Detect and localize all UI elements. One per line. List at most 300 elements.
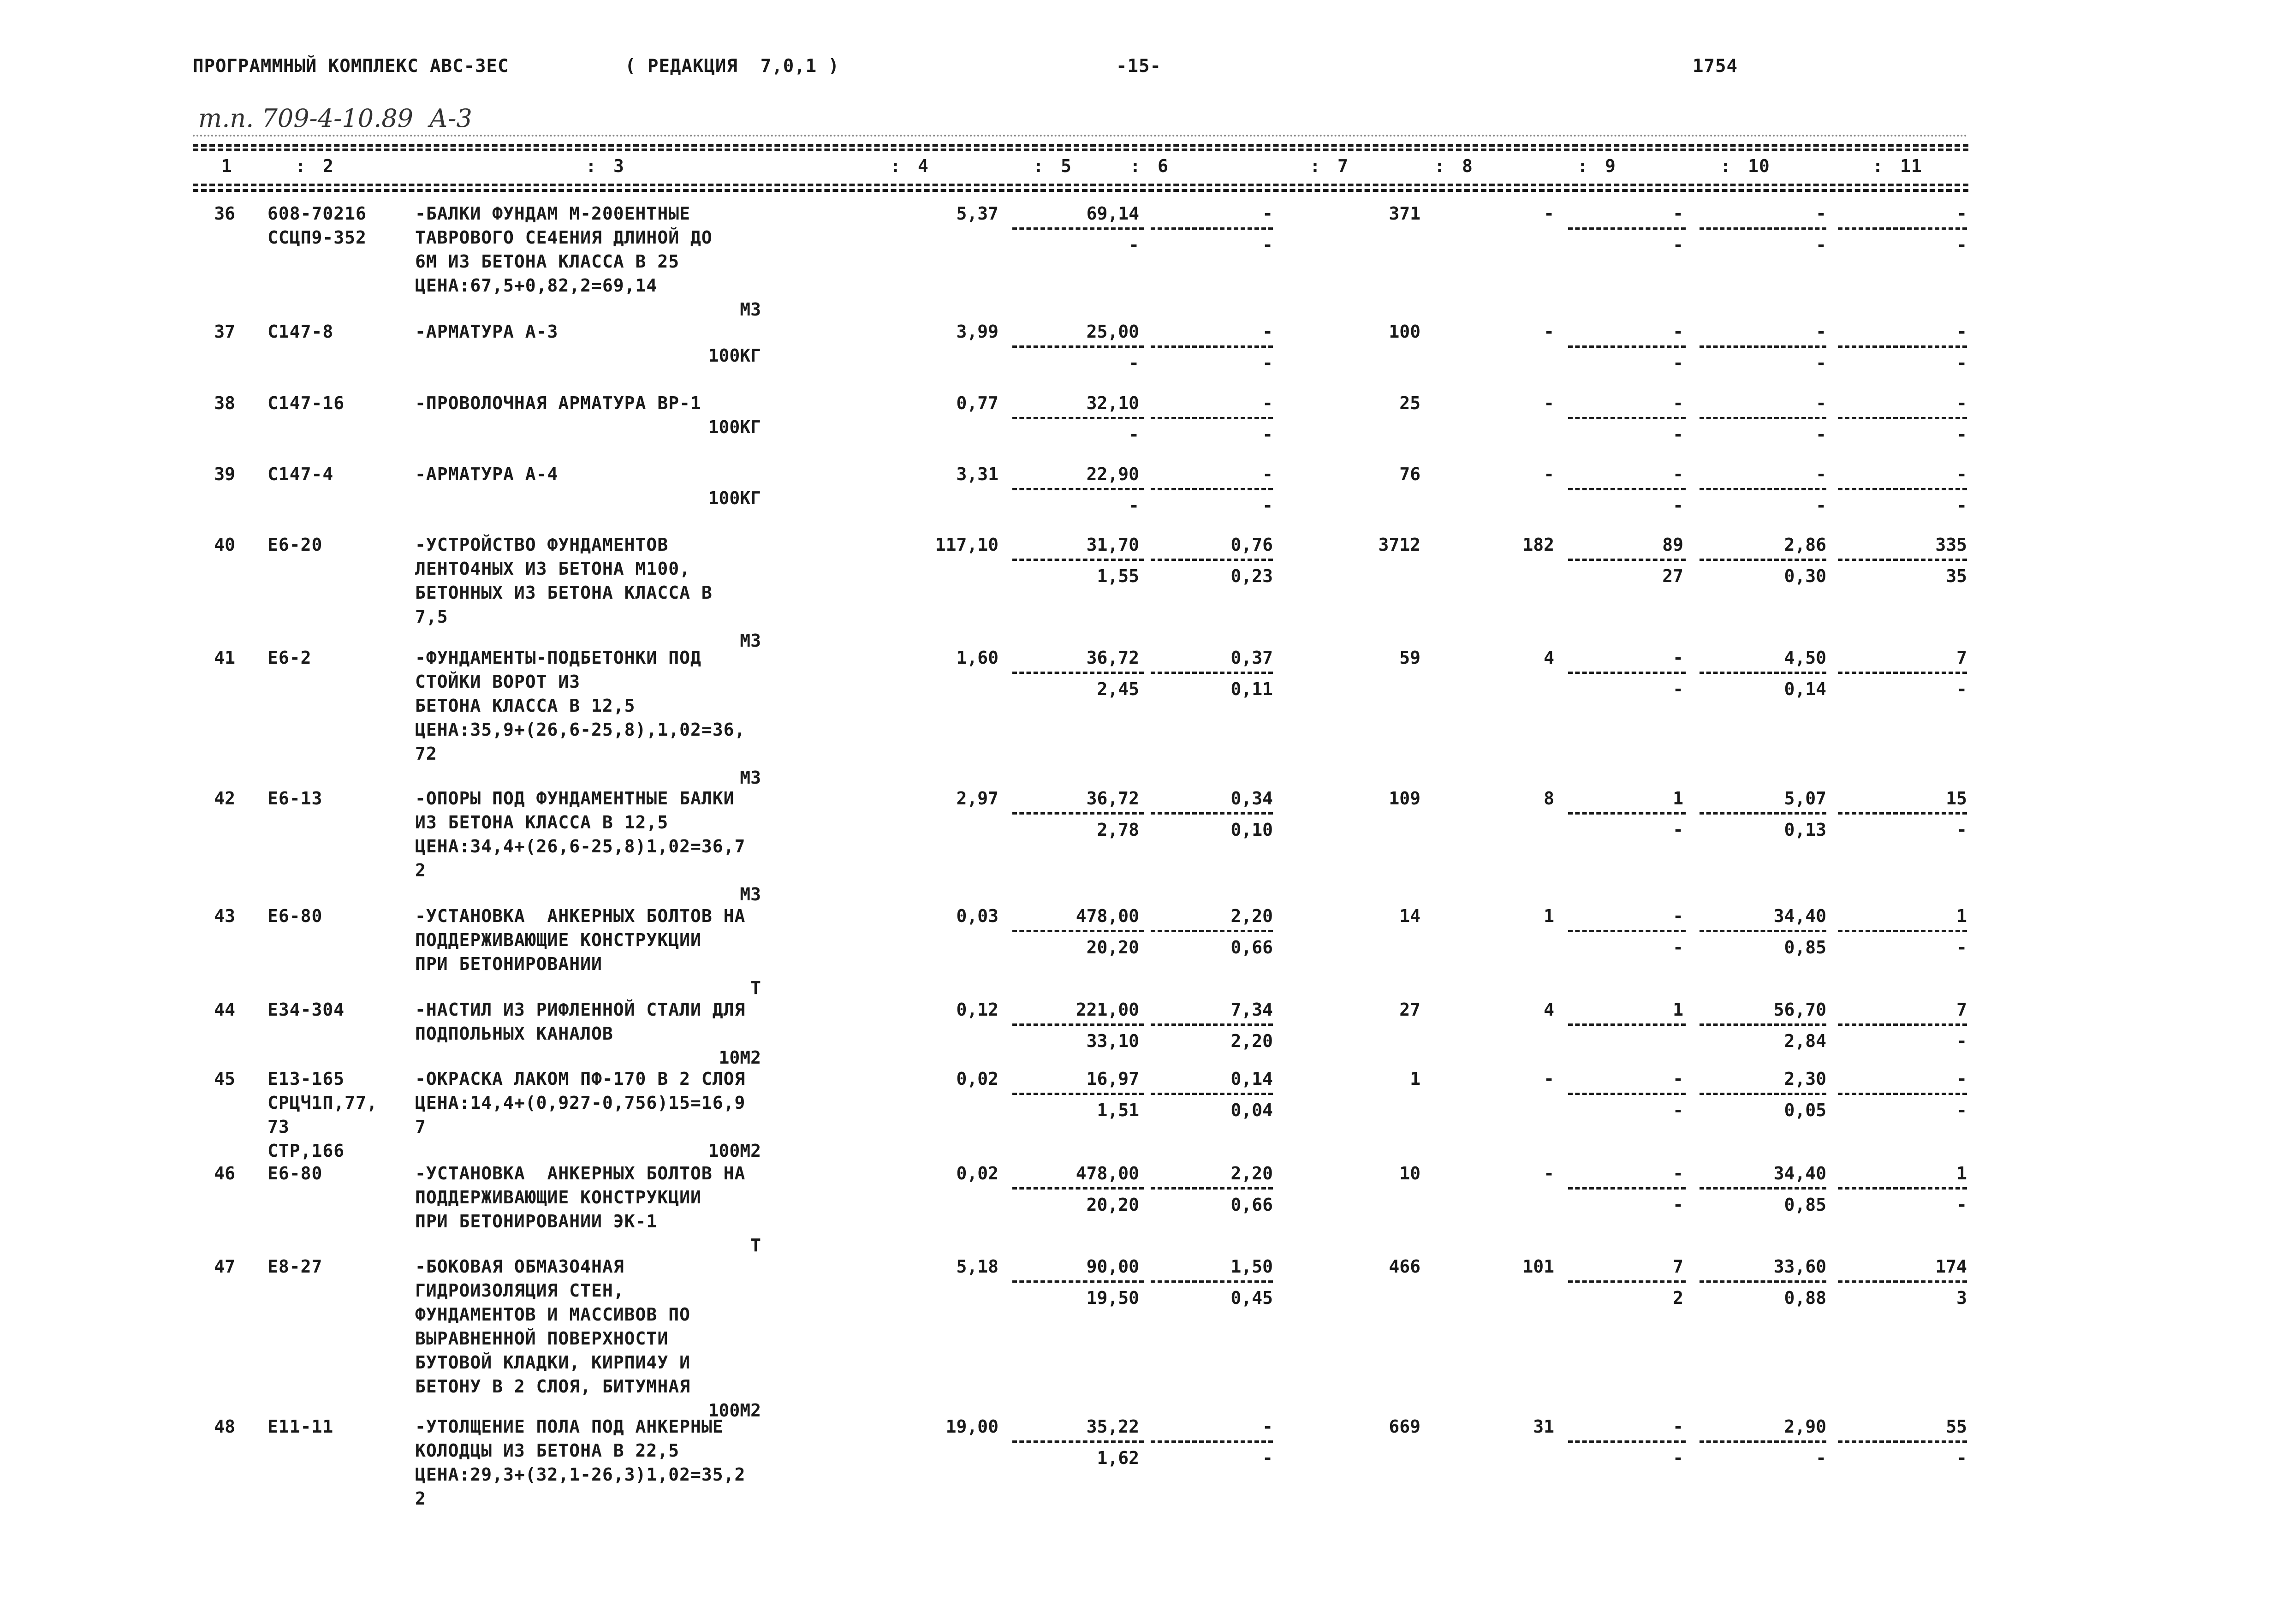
c9-lower-value: - [1673,495,1683,516]
work-description: -УСТРОЙСТВО ФУНДАМЕНТОВ [415,535,669,555]
c6-upper-value: 7,34 [1230,999,1273,1020]
c6-fraction-line [1151,1023,1273,1026]
c9-lower-value: - [1673,1195,1683,1215]
column-header-9: 9 [1605,156,1616,176]
c9-upper-value: - [1673,906,1683,926]
work-description: ЛЕНТО4НЫХ ИЗ БЕТОНА М100, [415,559,690,579]
c11-lower-value: - [1956,679,1967,699]
c9-upper-value: - [1673,648,1683,668]
work-description: -УСТАНОВКА АНКЕРНЫХ БОЛТОВ НА [415,1163,746,1184]
c9-fraction-line [1568,559,1686,561]
c5-upper-value: 32,10 [1086,393,1139,413]
c10-lower-value: - [1816,424,1826,445]
work-description: БЕТОНУ В 2 СЛОЯ, БИТУМНАЯ [415,1376,690,1397]
c9-upper-value: - [1673,393,1683,413]
c6-fraction-line [1151,1440,1273,1443]
total-cost-value: 371 [1389,203,1420,224]
c11-upper-value: - [1956,321,1967,342]
total-cost-value: 76 [1399,464,1420,484]
table-header-rule-2 [193,189,1968,192]
total-cost-value: 14 [1399,906,1420,926]
unit-of-measure: М3 [740,884,761,904]
c5-upper-value: 221,00 [1076,999,1139,1020]
c6-upper-value: 0,14 [1230,1069,1273,1089]
unit-of-measure: 100КГ [708,345,761,366]
total-cost-value: 3712 [1378,535,1420,555]
c10-fraction-line [1700,1280,1826,1283]
c9-lower-value: 27 [1662,566,1683,586]
c11-lower-value: - [1956,1031,1967,1051]
unit-of-measure: М3 [740,299,761,320]
wages-value: 4 [1544,648,1554,668]
c5-fraction-line [1012,227,1144,230]
c5-fraction-line [1012,930,1144,932]
wages-value: 1 [1544,906,1554,926]
column-separator: : [1033,156,1044,176]
c11-fraction-line [1838,345,1967,348]
total-cost-value: 10 [1399,1163,1420,1184]
c6-upper-value: 0,34 [1230,788,1273,809]
c6-fraction-line [1151,488,1273,490]
work-description: -ФУНДАМЕНТЫ-ПОДБЕТОНКИ ПОД [415,648,701,668]
c5-lower-value: 20,20 [1086,937,1139,958]
c9-upper-value: - [1673,1416,1683,1437]
column-header-3: 3 [613,156,624,176]
c6-fraction-line [1151,672,1273,674]
c10-fraction-line [1700,1187,1826,1190]
c6-lower-value: 0,66 [1230,1195,1273,1215]
c6-lower-value: 0,04 [1230,1100,1273,1120]
total-cost-value: 1 [1410,1069,1420,1089]
work-description: 72 [415,744,437,764]
c5-upper-value: 36,72 [1086,648,1139,668]
c11-upper-value: 7 [1956,999,1967,1020]
c5-lower-value: - [1129,235,1139,255]
total-cost-value: 466 [1389,1256,1420,1277]
c10-lower-value: 0,14 [1784,679,1826,699]
work-description: -АРМАТУРА А-4 [415,464,559,484]
work-description: ГИДРОИЗОЛЯЦИЯ СТЕН, [415,1280,624,1301]
c5-upper-value: 478,00 [1076,906,1139,926]
column-separator: : [1720,156,1731,176]
c9-upper-value: 7 [1673,1256,1683,1277]
resource-code: Е6-20 [267,535,323,555]
row-number: 46 [214,1163,235,1184]
resource-code: Е6-80 [267,906,323,926]
table-top-rule [193,144,1968,147]
work-description: 2 [415,1488,426,1509]
c6-upper-value: 0,76 [1230,535,1273,555]
c11-upper-value: 335 [1935,535,1967,555]
c11-fraction-line [1838,1023,1967,1026]
column-header-10: 10 [1748,156,1770,176]
row-number: 36 [214,203,235,224]
c5-lower-value: 2,78 [1097,820,1139,840]
unit-of-measure: 100М2 [708,1400,761,1421]
c10-upper-value: - [1816,203,1826,224]
c5-lower-value: 1,51 [1097,1100,1139,1120]
work-description: ПРИ БЕТОНИРОВАНИИ [415,954,602,974]
work-description: ПОДПОЛЬНЫХ КАНАЛОВ [415,1023,613,1044]
c5-fraction-line [1012,1280,1144,1283]
unit-of-measure: М3 [740,767,761,788]
c11-fraction-line [1838,559,1967,561]
column-separator: : [1872,156,1884,176]
c9-fraction-line [1568,1280,1686,1283]
resource-code: Е8-27 [267,1256,323,1277]
c6-fraction-line [1151,227,1273,230]
row-number: 44 [214,999,235,1020]
c10-lower-value: 0,30 [1784,566,1826,586]
quantity-value: 117,10 [935,535,998,555]
c6-lower-value: - [1262,235,1273,255]
c9-fraction-line [1568,1093,1686,1095]
row-number: 47 [214,1256,235,1277]
c9-lower-value: - [1673,1100,1683,1120]
c11-lower-value: - [1956,495,1967,516]
c10-upper-value: 5,07 [1784,788,1826,809]
c10-fraction-line [1700,1093,1826,1095]
work-description: 7 [415,1117,426,1137]
c5-upper-value: 478,00 [1076,1163,1139,1184]
c5-upper-value: 90,00 [1086,1256,1139,1277]
c9-upper-value: - [1673,464,1683,484]
wages-value: 101 [1522,1256,1554,1277]
c5-upper-value: 69,14 [1086,203,1139,224]
c9-fraction-line [1568,1440,1686,1443]
c10-upper-value: 4,50 [1784,648,1826,668]
c10-fraction-line [1700,812,1826,815]
c6-lower-value: 0,10 [1230,820,1273,840]
work-description: ПОДДЕРЖИВАЮЩИЕ КОНСТРУКЦИИ [415,930,701,950]
total-cost-value: 25 [1399,393,1420,413]
work-description: ЦЕНА:34,4+(26,6-25,8)1,02=36,7 [415,836,746,857]
c10-lower-value: 2,84 [1784,1031,1826,1051]
row-number: 38 [214,393,235,413]
c5-fraction-line [1012,1187,1144,1190]
wages-value: - [1544,393,1554,413]
wages-value: - [1544,464,1554,484]
c10-fraction-line [1700,1440,1826,1443]
c6-lower-value: - [1262,1448,1273,1468]
work-description: -БОКОВАЯ ОБМАЗО4НАЯ [415,1256,624,1277]
c5-fraction-line [1012,1023,1144,1026]
row-number: 45 [214,1069,235,1089]
work-description: -НАСТИЛ ИЗ РИФЛЕННОЙ СТАЛИ ДЛЯ [415,999,746,1020]
quantity-value: 0,12 [956,999,998,1020]
c11-upper-value: 1 [1956,1163,1967,1184]
c5-upper-value: 25,00 [1086,321,1139,342]
column-header-2: 2 [323,156,334,176]
resource-code: 608-70216 [267,203,367,224]
total-cost-value: 669 [1389,1416,1420,1437]
c6-upper-value: - [1262,464,1273,484]
c11-upper-value: 7 [1956,648,1967,668]
c6-lower-value: 2,20 [1230,1031,1273,1051]
c5-upper-value: 36,72 [1086,788,1139,809]
c11-fraction-line [1838,417,1967,419]
c6-fraction-line [1151,1093,1273,1095]
c10-upper-value: 2,30 [1784,1069,1826,1089]
column-header-6: 6 [1158,156,1169,176]
c11-lower-value: - [1956,353,1967,373]
c9-fraction-line [1568,417,1686,419]
table-header-rule [193,184,1968,186]
unit-of-measure: 100КГ [708,488,761,508]
c5-lower-value: 20,20 [1086,1195,1139,1215]
resource-code: Е34-304 [267,999,345,1020]
c9-upper-value: - [1673,1069,1683,1089]
work-description: КОЛОДЦЫ ИЗ БЕТОНА В 22,5 [415,1440,680,1461]
c11-lower-value: - [1956,1195,1967,1215]
column-header-11: 11 [1900,156,1922,176]
c10-upper-value: 2,86 [1784,535,1826,555]
quantity-value: 0,03 [956,906,998,926]
c9-upper-value: - [1673,203,1683,224]
wages-value: 8 [1544,788,1554,809]
c6-fraction-line [1151,559,1273,561]
column-separator: : [1434,156,1445,176]
quantity-value: 19,00 [945,1416,998,1437]
c6-lower-value: 0,11 [1230,679,1273,699]
work-description: -УСТАНОВКА АНКЕРНЫХ БОЛТОВ НА [415,906,746,926]
c10-fraction-line [1700,488,1826,490]
quantity-value: 3,31 [956,464,998,484]
c10-upper-value: 2,90 [1784,1416,1826,1437]
c6-upper-value: 1,50 [1230,1256,1273,1277]
work-description: 2 [415,860,426,880]
c5-fraction-line [1012,345,1144,348]
c5-fraction-line [1012,812,1144,815]
c5-lower-value: 33,10 [1086,1031,1139,1051]
c6-upper-value: 2,20 [1230,1163,1273,1184]
column-separator: : [295,156,306,176]
wages-value: 4 [1544,999,1554,1020]
work-description: ТАВРОВОГО СЕ4ЕНИЯ ДЛИНОЙ ДО [415,227,713,248]
row-number: 41 [214,648,235,668]
column-header-1: 1 [221,156,232,176]
resource-code: СТР,166 [267,1141,345,1161]
work-description: 7,5 [415,607,448,627]
quantity-value: 0,02 [956,1069,998,1089]
c9-lower-value: - [1673,424,1683,445]
resource-code: СРЦЧ1П,77, [267,1093,378,1113]
c6-lower-value: - [1262,353,1273,373]
unit-of-measure: 100М2 [708,1141,761,1161]
c5-lower-value: 1,55 [1097,566,1139,586]
quantity-value: 0,02 [956,1163,998,1184]
column-separator: : [890,156,901,176]
table-top-rule-2 [193,149,1968,151]
c6-lower-value: - [1262,424,1273,445]
resource-code: С147-8 [267,321,334,342]
wages-value: - [1544,321,1554,342]
unit-of-measure: Т [750,1235,761,1255]
c10-fraction-line [1700,930,1826,932]
c6-upper-value: - [1262,393,1273,413]
resource-code: Е6-13 [267,788,323,809]
c10-upper-value: 34,40 [1773,906,1826,926]
c5-upper-value: 31,70 [1086,535,1139,555]
c5-fraction-line [1012,559,1144,561]
resource-code: 73 [267,1117,290,1137]
work-description: ЦЕНА:35,9+(26,6-25,8),1,02=36, [415,720,746,740]
c11-upper-value: - [1956,1069,1967,1089]
resource-code: ССЦП9-352 [267,227,367,248]
c6-upper-value: - [1262,203,1273,224]
c11-upper-value: 1 [1956,906,1967,926]
resource-code: Е11-11 [267,1416,334,1437]
row-number: 48 [214,1416,235,1437]
c11-lower-value: - [1956,424,1967,445]
c9-lower-value: - [1673,353,1683,373]
resource-code: С147-4 [267,464,334,484]
work-description: -УТОЛЩЕНИЕ ПОЛА ПОД АНКЕРНЫЕ [415,1416,724,1437]
work-description: ПОДДЕРЖИВАЮЩИЕ КОНСТРУКЦИИ [415,1187,701,1208]
unit-of-measure: 10М2 [719,1047,761,1068]
c5-fraction-line [1012,488,1144,490]
c10-lower-value: 0,85 [1784,1195,1826,1215]
c9-upper-value: 1 [1673,999,1683,1020]
c9-lower-value: - [1673,679,1683,699]
c5-fraction-line [1012,1440,1144,1443]
c11-lower-value: 3 [1956,1288,1967,1308]
resource-code: С147-16 [267,393,345,413]
work-description: СТОЙКИ ВОРОТ ИЗ [415,672,581,692]
c6-lower-value: 0,66 [1230,937,1273,958]
column-separator: : [586,156,597,176]
page-number: -15- [1116,56,1161,77]
wages-value: - [1544,1163,1554,1184]
c10-upper-value: 34,40 [1773,1163,1826,1184]
c11-upper-value: - [1956,203,1967,224]
c11-fraction-line [1838,1440,1967,1443]
c10-lower-value: - [1816,235,1826,255]
wages-value: 31 [1533,1416,1554,1437]
c9-fraction-line [1568,488,1686,490]
work-description: БУТОВОЙ КЛАДКИ, КИРПИ4У И [415,1352,690,1373]
work-description: ЦЕНА:67,5+0,82,2=69,14 [415,275,658,296]
column-separator: : [1577,156,1588,176]
c11-fraction-line [1838,227,1967,230]
c11-upper-value: - [1956,393,1967,413]
program-title: ПРОГРАММНЫЙ КОМПЛЕКС АВС-3ЕС [193,56,509,77]
work-description: 6М ИЗ БЕТОНА КЛАССА В 25 [415,251,680,272]
c10-lower-value: - [1816,1448,1826,1468]
c9-fraction-line [1568,1023,1686,1026]
work-description: БЕТОНА КЛАССА В 12,5 [415,696,636,716]
c5-fraction-line [1012,672,1144,674]
c9-fraction-line [1568,1187,1686,1190]
c9-upper-value: - [1673,321,1683,342]
header-dotted-line [193,135,1968,137]
c11-upper-value: 55 [1946,1416,1967,1437]
row-number: 37 [214,321,235,342]
c9-fraction-line [1568,930,1686,932]
c10-lower-value: - [1816,353,1826,373]
c11-upper-value: 15 [1946,788,1967,809]
total-cost-value: 109 [1389,788,1420,809]
work-description: ПРИ БЕТОНИРОВАНИИ ЭК-1 [415,1211,658,1231]
work-description: -ОКРАСКА ЛАКОМ ПФ-170 В 2 СЛОЯ [415,1069,746,1089]
c6-upper-value: - [1262,321,1273,342]
c10-fraction-line [1700,417,1826,419]
c6-fraction-line [1151,930,1273,932]
c10-lower-value: 0,13 [1784,820,1826,840]
column-separator: : [1130,156,1141,176]
wages-value: - [1544,1069,1554,1089]
c9-lower-value: - [1673,820,1683,840]
quantity-value: 1,60 [956,648,998,668]
resource-code: Е13-165 [267,1069,345,1089]
c11-fraction-line [1838,488,1967,490]
c11-fraction-line [1838,1187,1967,1190]
row-number: 40 [214,535,235,555]
c10-upper-value: 56,70 [1773,999,1826,1020]
c11-fraction-line [1838,1093,1967,1095]
work-description: -ОПОРЫ ПОД ФУНДАМЕНТНЫЕ БАЛКИ [415,788,735,809]
c11-fraction-line [1838,930,1967,932]
c9-fraction-line [1568,227,1686,230]
c11-lower-value: - [1956,1100,1967,1120]
c10-upper-value: - [1816,321,1826,342]
c6-fraction-line [1151,345,1273,348]
quantity-value: 0,77 [956,393,998,413]
column-header-4: 4 [918,156,929,176]
c5-lower-value: 1,62 [1097,1448,1139,1468]
c11-lower-value: - [1956,235,1967,255]
c6-fraction-line [1151,1280,1273,1283]
c11-lower-value: - [1956,937,1967,958]
work-description: -ПРОВОЛОЧНАЯ АРМАТУРА ВР-1 [415,393,701,413]
quantity-value: 3,99 [956,321,998,342]
c10-fraction-line [1700,672,1826,674]
unit-of-measure: М3 [740,631,761,651]
c9-lower-value: - [1673,235,1683,255]
c5-fraction-line [1012,1093,1144,1095]
c5-lower-value: - [1129,495,1139,516]
c6-fraction-line [1151,1187,1273,1190]
column-separator: : [1310,156,1321,176]
c10-upper-value: 33,60 [1773,1256,1826,1277]
c11-fraction-line [1838,812,1967,815]
quantity-value: 5,18 [956,1256,998,1277]
resource-code: Е6-2 [267,648,312,668]
handwritten-reference: т.п. 709-4-10.89 А-3 [198,104,472,133]
c9-lower-value: - [1673,937,1683,958]
column-header-8: 8 [1462,156,1473,176]
c5-lower-value: 2,45 [1097,679,1139,699]
c9-fraction-line [1568,672,1686,674]
c6-lower-value: 0,23 [1230,566,1273,586]
c11-fraction-line [1838,672,1967,674]
c6-fraction-line [1151,812,1273,815]
c6-upper-value: 2,20 [1230,906,1273,926]
sheet-number: 1754 [1693,56,1738,77]
c9-fraction-line [1568,345,1686,348]
column-header-5: 5 [1061,156,1072,176]
c10-upper-value: - [1816,393,1826,413]
c11-lower-value: 35 [1946,566,1967,586]
c5-upper-value: 35,22 [1086,1416,1139,1437]
work-description: БЕТОННЫХ ИЗ БЕТОНА КЛАССА В [415,583,713,603]
c9-lower-value: - [1673,1448,1683,1468]
c6-upper-value: 0,37 [1230,648,1273,668]
work-description: ЦЕНА:14,4+(0,927-0,756)15=16,9 [415,1093,746,1113]
c10-lower-value: 0,85 [1784,937,1826,958]
quantity-value: 5,37 [956,203,998,224]
column-header-7: 7 [1337,156,1349,176]
